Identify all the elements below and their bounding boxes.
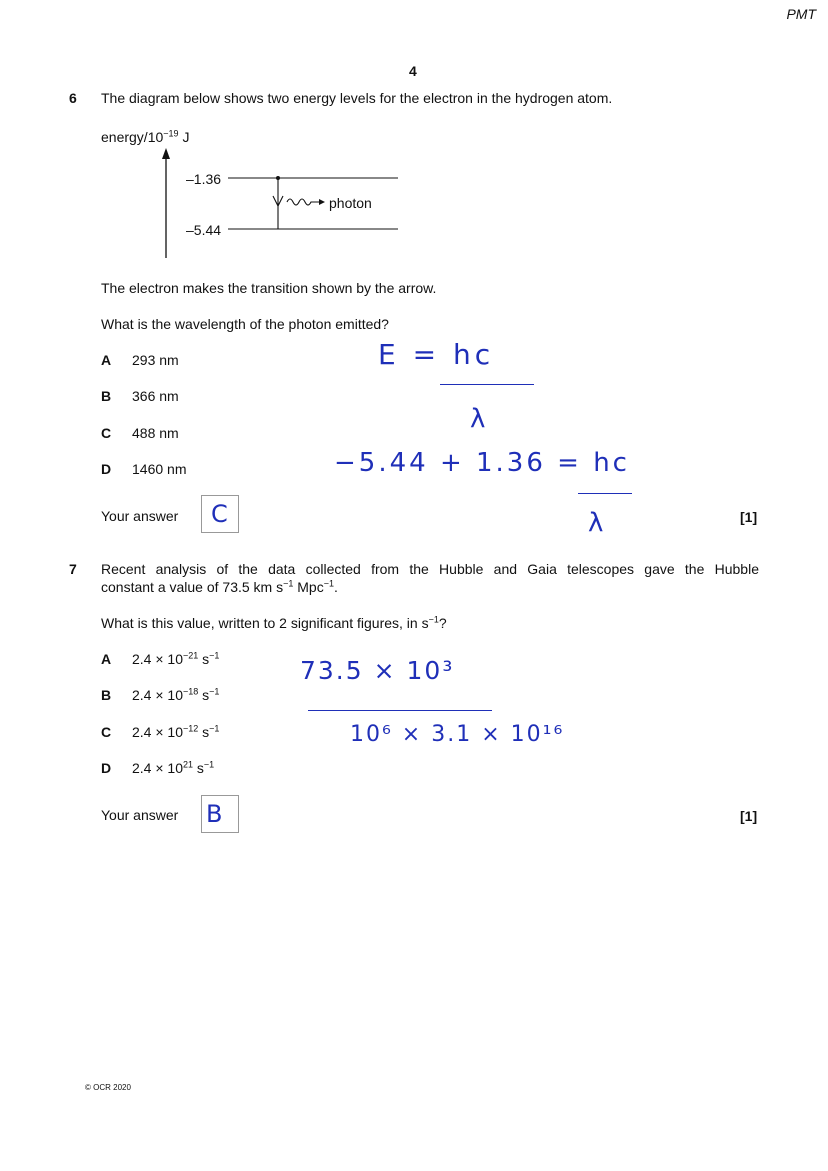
q7-question: What is this value, written to 2 significant figures, in $s^{-1}$?: [101, 614, 447, 631]
q6-working-line2: −5.44 + 1.36 = hc: [334, 448, 630, 478]
q7-answer-value: B: [206, 800, 223, 828]
q7-working-fraction-bar: [308, 710, 492, 711]
photon-arrowhead: [319, 199, 325, 205]
q6-marks: [1]: [740, 509, 758, 525]
q6-working-den1: λ: [470, 404, 486, 434]
q6-answer-box[interactable]: [201, 495, 239, 533]
upper-level-value: –1.36: [186, 171, 222, 187]
q6-working-line1: E = hc: [378, 338, 495, 371]
photon-wave: [287, 199, 319, 205]
q7-marks: [1]: [740, 808, 758, 824]
q6-working-den2: λ: [588, 508, 604, 538]
q6-number: 6: [69, 90, 77, 106]
q6-working-fraction-bar2: [578, 493, 632, 494]
q6-question: What is the wavelength of the photon emitted?: [101, 316, 389, 332]
q6-transition-text: The electron makes the transition shown by the arrow.: [101, 280, 437, 296]
q7-number: 7: [69, 561, 77, 577]
photon-label: photon: [329, 195, 372, 211]
q7-answer-box[interactable]: [201, 795, 239, 833]
q7-working-numerator: 73.5 × 10³: [300, 656, 455, 685]
q7-working-denominator: 10⁶ × 3.1 × 10¹⁶: [350, 722, 565, 747]
lower-level-value: –5.44: [186, 222, 222, 238]
q7-stem-line2: constant a value of 73.5 km $s^{-1}$ Mpc$^{-1}$.: [101, 578, 338, 595]
pmt-label: PMT: [786, 6, 816, 22]
page-number: 4: [409, 63, 417, 79]
q6-answer-value: C: [211, 500, 228, 528]
q6-your-answer-label: Your answer: [101, 508, 179, 524]
q6-axis-label: energy/$10^{-19}$ J: [101, 128, 190, 145]
q7-your-answer-label: Your answer: [101, 807, 179, 823]
q6-stem: The diagram below shows two energy levels for the electron in the hydrogen atom.: [101, 90, 613, 106]
q6-working-fraction-bar1: [440, 384, 534, 385]
copyright: © OCR 2020: [85, 1083, 131, 1092]
q7-stem-line1: Recent analysis of the data collected from the Hubble and Gaia telescopes gave the Hubble: [101, 561, 759, 577]
axis-arrowhead: [162, 148, 170, 159]
